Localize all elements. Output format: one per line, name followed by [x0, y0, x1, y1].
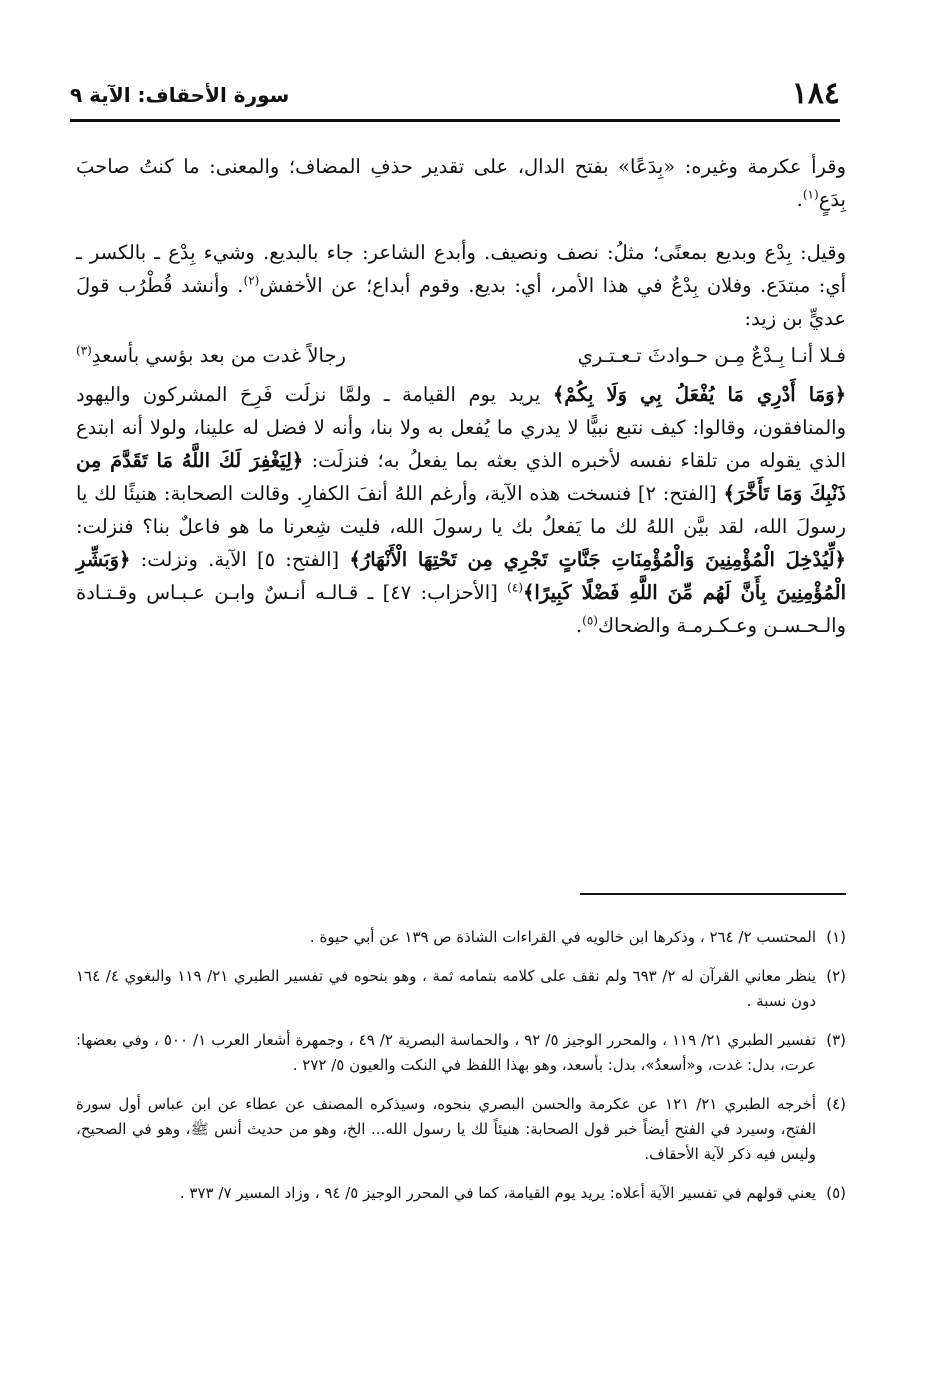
footnote: (٤) أخرجه الطبري ٢١/ ١٢١ عن عكرمة والحسن البصري بنحوه، وسيذكره المصنف عن عطاء عن ابن عباس أول سورة الفتح، وسيرد في الفتح أيضاً خبر قول الصحابة: هنيئاً لك يا رسول الله... الخ، وهو من حديث أنس ﷺ، وهو في الصحيح، وليس فيه ذكر لآية الأحقاف. [76, 1095, 846, 1163]
page-number: ١٨٤ [791, 76, 840, 111]
paragraph-lexical: وقيل: بِدْع وبديع بمعنًى؛ مثلُ: نصف ونصيف. وأبدع الشاعر: جاء بالبديع. وشيء بِدْع ـ بالكسر ـ أي: مبتدَع. وفلان بِدْعٌ في هذا الأمر، أي: بديع. وقوم أبداع؛ عن الأخفش$^{(٢)}$. وأنشد قُطْرُب قولَ عديٍّ بن زيد: [76, 241, 847, 330]
footnote-ref-3: (٣) [76, 343, 92, 358]
footnote: (١) المحتسب ٢/ ٢٦٤ ، وذكرها ابن خالويه في القراءات الشاذة ص ١٣٩ عن أبي حيوة . [309, 928, 846, 946]
footnote-ref-4: (٤) [507, 580, 523, 595]
quran-quote: ﴿لِيَغْفِرَ لَكَ اللَّهُ مَا تَقَدَّمَ مِن ذَنْبِكَ وَمَا تَأَخَّرَ﴾ [76, 449, 846, 505]
quran-quote: ﴿لِّيُدْخِلَ الْمُؤْمِنِينَ وَالْمُؤْمِنَاتِ جَنَّاتٍ تَجْرِي مِن تَحْتِهَا الْأَنْهَارُ﴾ [349, 548, 846, 571]
footnote-ref-2: (٢) [243, 273, 260, 288]
running-title: سورة الأحقاف: الآية ٩ [70, 83, 290, 107]
footnotes [76, 925, 846, 1220]
quran-quote: ﴿وَبَشِّرِ الْمُؤْمِنِينَ بِأَنَّ لَهُم مِّنَ اللَّهِ فَضْلًا كَبِيرًا﴾ [76, 548, 846, 604]
poetry-verse [76, 339, 846, 372]
verse-second-hemistich: رجالاً غدت من بعد بؤسي بأسعدِ$^{(٣)}$ [76, 343, 346, 367]
footnote: (٥) يعني قولهم في تفسير الآية أعلاه: يريد يوم القيامة، كما في المحرر الوجيز ٥/ ٩٤ ، وزاد المسير ٧/ ٣٧٣ . [179, 1184, 846, 1202]
footnote-separator [580, 893, 846, 895]
quran-quote: ﴿وَمَا أَدْرِي مَا يُفْعَلُ بِي وَلَا بِكُمْ﴾ [552, 383, 846, 406]
paragraph-tafsir: ﴿وَمَا أَدْرِي مَا يُفْعَلُ بِي وَلَا بِكُمْ﴾ يريد يوم القيامة ـ ولمَّا نزلَت فَرِحَ المشركون واليهود والمنافقون، وقالوا: كيف نتبع نبيًّا لا يدري ما يُفعل به ولا بنا، وأنه لا فضل له علينا، ولولا أنه ابتدع الذي يقوله من تلقاء نفسه لأخبره الذي بعثه بما يفعلُ به؛ فنزلَت: ﴿لِيَغْفِرَ لَكَ اللَّهُ مَا تَقَدَّمَ مِن ذَنْبِكَ وَمَا تَأَخَّرَ﴾ [الفتح: ٢] فنسخت هذه الآية، وأرغم اللهُ أنفَ الكفارِ. وقالت الصحابة: هنيئًا لك يا رسولَ الله، لقد بيَّن اللهُ لك ما يَفعلُ بك يا رسولَ الله، فليت شِعرنا ما هو فاعلٌ بنا؟ فنزلت: ﴿لِّيُدْخِلَ الْمُؤْمِنِينَ وَالْمُؤْمِنَاتِ جَنَّاتٍ تَجْرِي مِن تَحْتِهَا الْأَنْهَارُ﴾ [الفتح: ٥] الآية. ونزلت: ﴿وَبَشِّرِ الْمُؤْمِنِينَ بِأَنَّ لَهُم مِّنَ اللَّهِ فَضْلًا كَبِيرًا﴾$^{(٤)}$ [الأحزاب: ٤٧] ـ قـالـه أنـسٌ وابـن عـبـاس وقـتـادة والـحـسـن وعـكـرمـة والضحاك$^{(٥)}$. [76, 383, 847, 637]
footnote: (٣) تفسير الطبري ٢١/ ١١٩ ، والمحرر الوجيز ٥/ ٩٢ ، والحماسة البصرية ٢/ ٤٩ ، وجمهرة أشعار العرب ١/ ٥٠٠ ، وفي بعضها: عرت، بدل: غدت، و«أسعدُ»، بدل: بأسعد، وهو بهذا اللفظ في النكت والعيون ٥/ ٢٧٢ . [76, 1031, 846, 1074]
main-text [76, 150, 846, 642]
footnote-ref-5: (٥) [582, 613, 598, 628]
paragraph-qiraat: وقرأ عكرمة وغيره: «بِدَعًا» بفتح الدال، على تقدير حذفِ المضاف؛ والمعنى: ما كنتُ صاحبَ بِدَعٍ$^{(١)}$. [76, 155, 846, 211]
footnote: (٢) ينظر معاني القرآن له ٢/ ٦٩٣ ولم نقف على كلامه بتمامه ثمة ، وهو بنحوه في تفسير الطبري ٢١/ ١١٩ والبغوي ٤/ ١٦٤ دون نسبة . [76, 967, 846, 1010]
verse-first-hemistich: فـلا أنـا بِـدْعٌ مِـن حـوادثَ تـعـتـري [577, 344, 846, 367]
header-rule [70, 119, 840, 122]
footnote-ref-1: (١) [802, 187, 819, 202]
page-header [70, 76, 840, 116]
